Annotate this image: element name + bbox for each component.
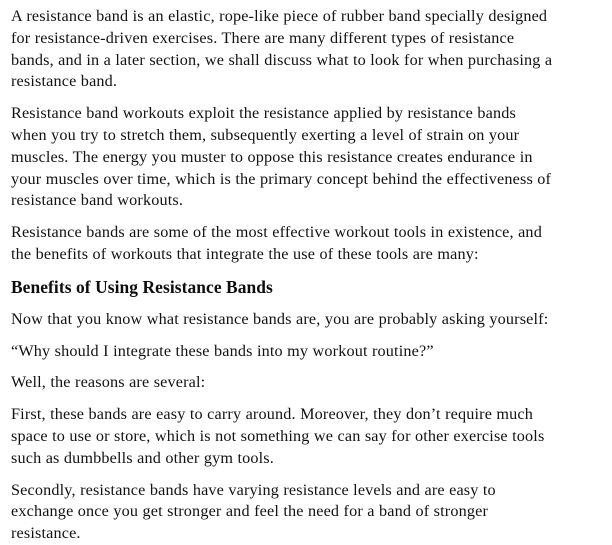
paragraph-reason-secondly-resistance-levels: Secondly, resistance bands have varying resistance levels and are easy to exchange once you get stronger and feel the need for a band of stronger resistance. (11, 480, 496, 543)
paragraph-reasons-lead-in: Well, the reasons are several: (11, 373, 206, 392)
paragraph-intro-definition: A resistance band is an elastic, rope-like piece of rubber band specially designed for resistance-driven exercises. There are many different types of resistance bands, and in a later section, we shall discuss what to look for when purchasing a resistance band. (11, 7, 553, 91)
paragraph-effectiveness-lead-in: Resistance bands are some of the most effective workout tools in existence, and the benefits of workouts that integrate the use of these tools are many: (11, 223, 542, 263)
paragraph-reason-first-portability: First, these bands are easy to carry around. Moreover, they don’t require much space to use or store, which is not something we can say for other exercise tools such as dumbbells and other gym tools. (11, 405, 545, 467)
paragraph-quoted-question: “Why should I integrate these bands into my workout routine?” (11, 341, 434, 360)
paragraph-how-workouts-work: Resistance band workouts exploit the resistance applied by resistance bands when you try to stretch them, subsequently exerting a level of strain on your muscles. The energy you muster to oppose this resistance creates endurance in your muscles over time, which is the primary concept behind the effectiveness of resistance band workouts. (11, 104, 552, 210)
paragraph-now-that-you-know: Now that you know what resistance bands are, you are probably asking yourself: (11, 309, 549, 328)
heading-benefits-of-using-resistance-bands: Benefits of Using Resistance Bands (11, 276, 273, 297)
